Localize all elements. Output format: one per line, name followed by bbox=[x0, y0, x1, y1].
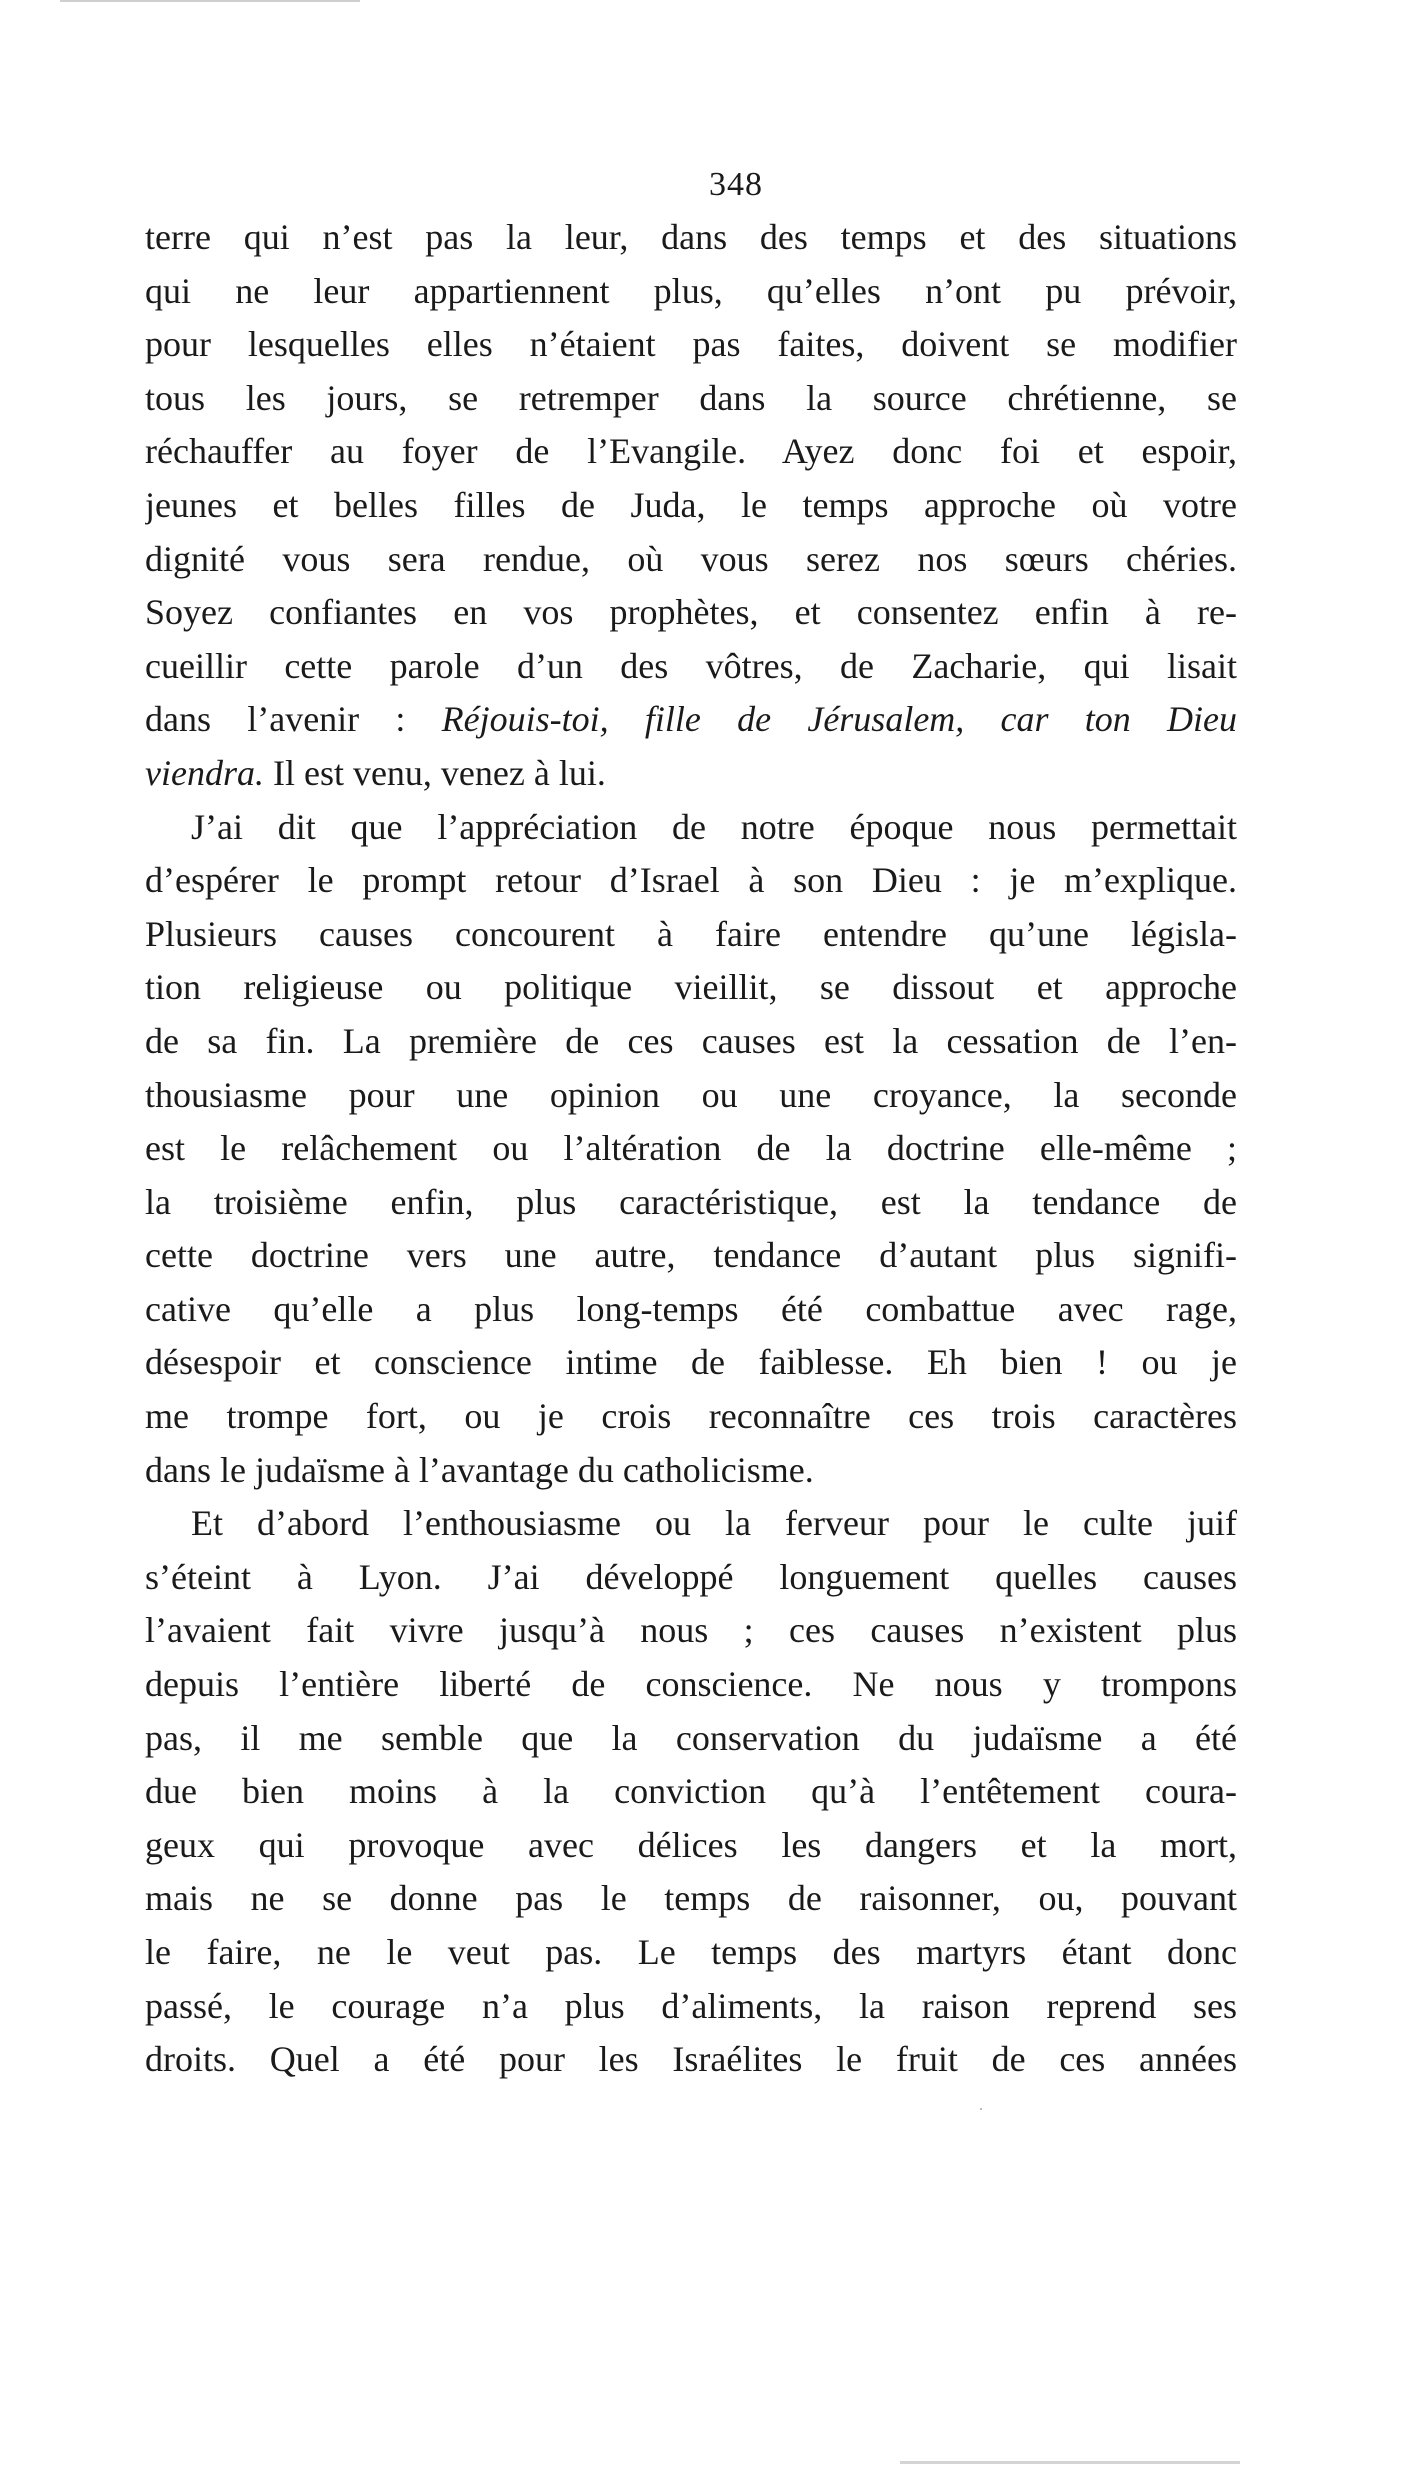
text-line: Soyez confiantes en vos prophètes, et consentez enfin à re- bbox=[145, 592, 1237, 633]
text-line: droits. Quel a été pour les Israélites le fruit de ces années bbox=[145, 2039, 1237, 2080]
text-line: terre qui n’est pas la leur, dans des temps et des situations bbox=[145, 217, 1237, 257]
book-page bbox=[145, 165, 1237, 2087]
text-line: l’avaient fait vivre jusqu’à nous ; ces causes n’existent plus bbox=[145, 1610, 1237, 1651]
text-line: pas, il me semble que la conservation du judaïsme a été bbox=[145, 1717, 1237, 1758]
text-line: dignité vous sera rendue, où vous serez nos sœurs chéries. bbox=[145, 538, 1237, 579]
text-line: jeunes et belles filles de Juda, le temps approche où votre bbox=[145, 484, 1237, 525]
text-segment: Il est venu, venez à lui. bbox=[263, 752, 606, 793]
text-segment: dans l’avenir : bbox=[145, 699, 442, 740]
text-line: la troisième enfin, plus caractéristique, est la tendance de bbox=[145, 1181, 1237, 1222]
text-line: est le relâchement ou l’altération de la doctrine elle-même ; bbox=[145, 1128, 1237, 1169]
text-line: pour lesquelles elles n’étaient pas faites, doivent se modifier bbox=[145, 324, 1237, 365]
text-line: J’ai dit que l’appréciation de notre époque nous permettait bbox=[191, 806, 1237, 847]
text-line: cueillir cette parole d’un des vôtres, de Zacharie, qui lisait bbox=[145, 645, 1237, 686]
text-line: de sa fin. La première de ces causes est la cessation de l’en- bbox=[145, 1020, 1237, 1061]
scan-edge-mark-bottom bbox=[900, 2461, 1240, 2464]
text-line: tous les jours, se retremper dans la source chrétienne, se bbox=[145, 377, 1237, 418]
page-number bbox=[145, 165, 1237, 205]
text-line: désespoir et conscience intime de faiblesse. Eh bien ! ou je bbox=[145, 1342, 1237, 1383]
text-line: thousiasme pour une opinion ou une croyance, la seconde bbox=[145, 1074, 1237, 1115]
text-line: mais ne se donne pas le temps de raisonner, ou, pouvant bbox=[145, 1878, 1237, 1919]
text-line: due bien moins à la conviction qu’à l’entêtement coura- bbox=[145, 1771, 1237, 1812]
text-line: dans le judaïsme à l’avantage du catholicisme. bbox=[145, 1449, 814, 1490]
text-line: s’éteint à Lyon. J’ai développé longuement quelles causes bbox=[145, 1556, 1237, 1597]
paragraph-3 bbox=[145, 1497, 1237, 2087]
text-line: geux qui provoque avec délices les dangers et la mort, bbox=[145, 1824, 1237, 1865]
text-line: cette doctrine vers une autre, tendance d’autant plus signifi- bbox=[145, 1235, 1237, 1276]
quotation-italic: viendra. bbox=[145, 752, 264, 793]
text-line: passé, le courage n’a plus d’aliments, la raison reprend ses bbox=[145, 1985, 1237, 2026]
text-line: cative qu’elle a plus long-temps été combattue avec rage, bbox=[145, 1288, 1237, 1329]
text-line: Plusieurs causes concourent à faire entendre qu’une législa- bbox=[145, 913, 1237, 954]
text-line bbox=[145, 747, 1237, 801]
text-line: réchauffer au foyer de l’Evangile. Ayez donc foi et espoir, bbox=[145, 431, 1237, 472]
text-line: le faire, ne le veut pas. Le temps des martyrs étant donc bbox=[145, 1932, 1237, 1972]
paragraph-1 bbox=[145, 211, 1237, 801]
text-line: Et d’abord l’enthousiasme ou la ferveur pour le culte juif bbox=[191, 1503, 1237, 1544]
quotation-italic: Réjouis-toi, fille de Jérusalem, car ton Dieu bbox=[441, 699, 1237, 740]
page-number-text: 348 bbox=[709, 166, 763, 203]
text-line: qui ne leur appartiennent plus, qu’elles n’ont pu prévoir, bbox=[145, 270, 1237, 311]
paper-speck bbox=[980, 2108, 982, 2110]
text-line: depuis l’entière liberté de conscience. Ne nous y trompons bbox=[145, 1664, 1237, 1705]
text-line: tion religieuse ou politique vieillit, se dissout et approche bbox=[145, 967, 1237, 1008]
paragraph-2 bbox=[145, 801, 1237, 1498]
text-line: me trompe fort, ou je crois reconnaître ces trois caractères bbox=[145, 1396, 1237, 1437]
text-line: d’espérer le prompt retour d’Israel à son Dieu : je m’explique. bbox=[145, 860, 1237, 901]
scan-edge-mark bbox=[60, 0, 360, 2]
text-line bbox=[145, 693, 1237, 747]
